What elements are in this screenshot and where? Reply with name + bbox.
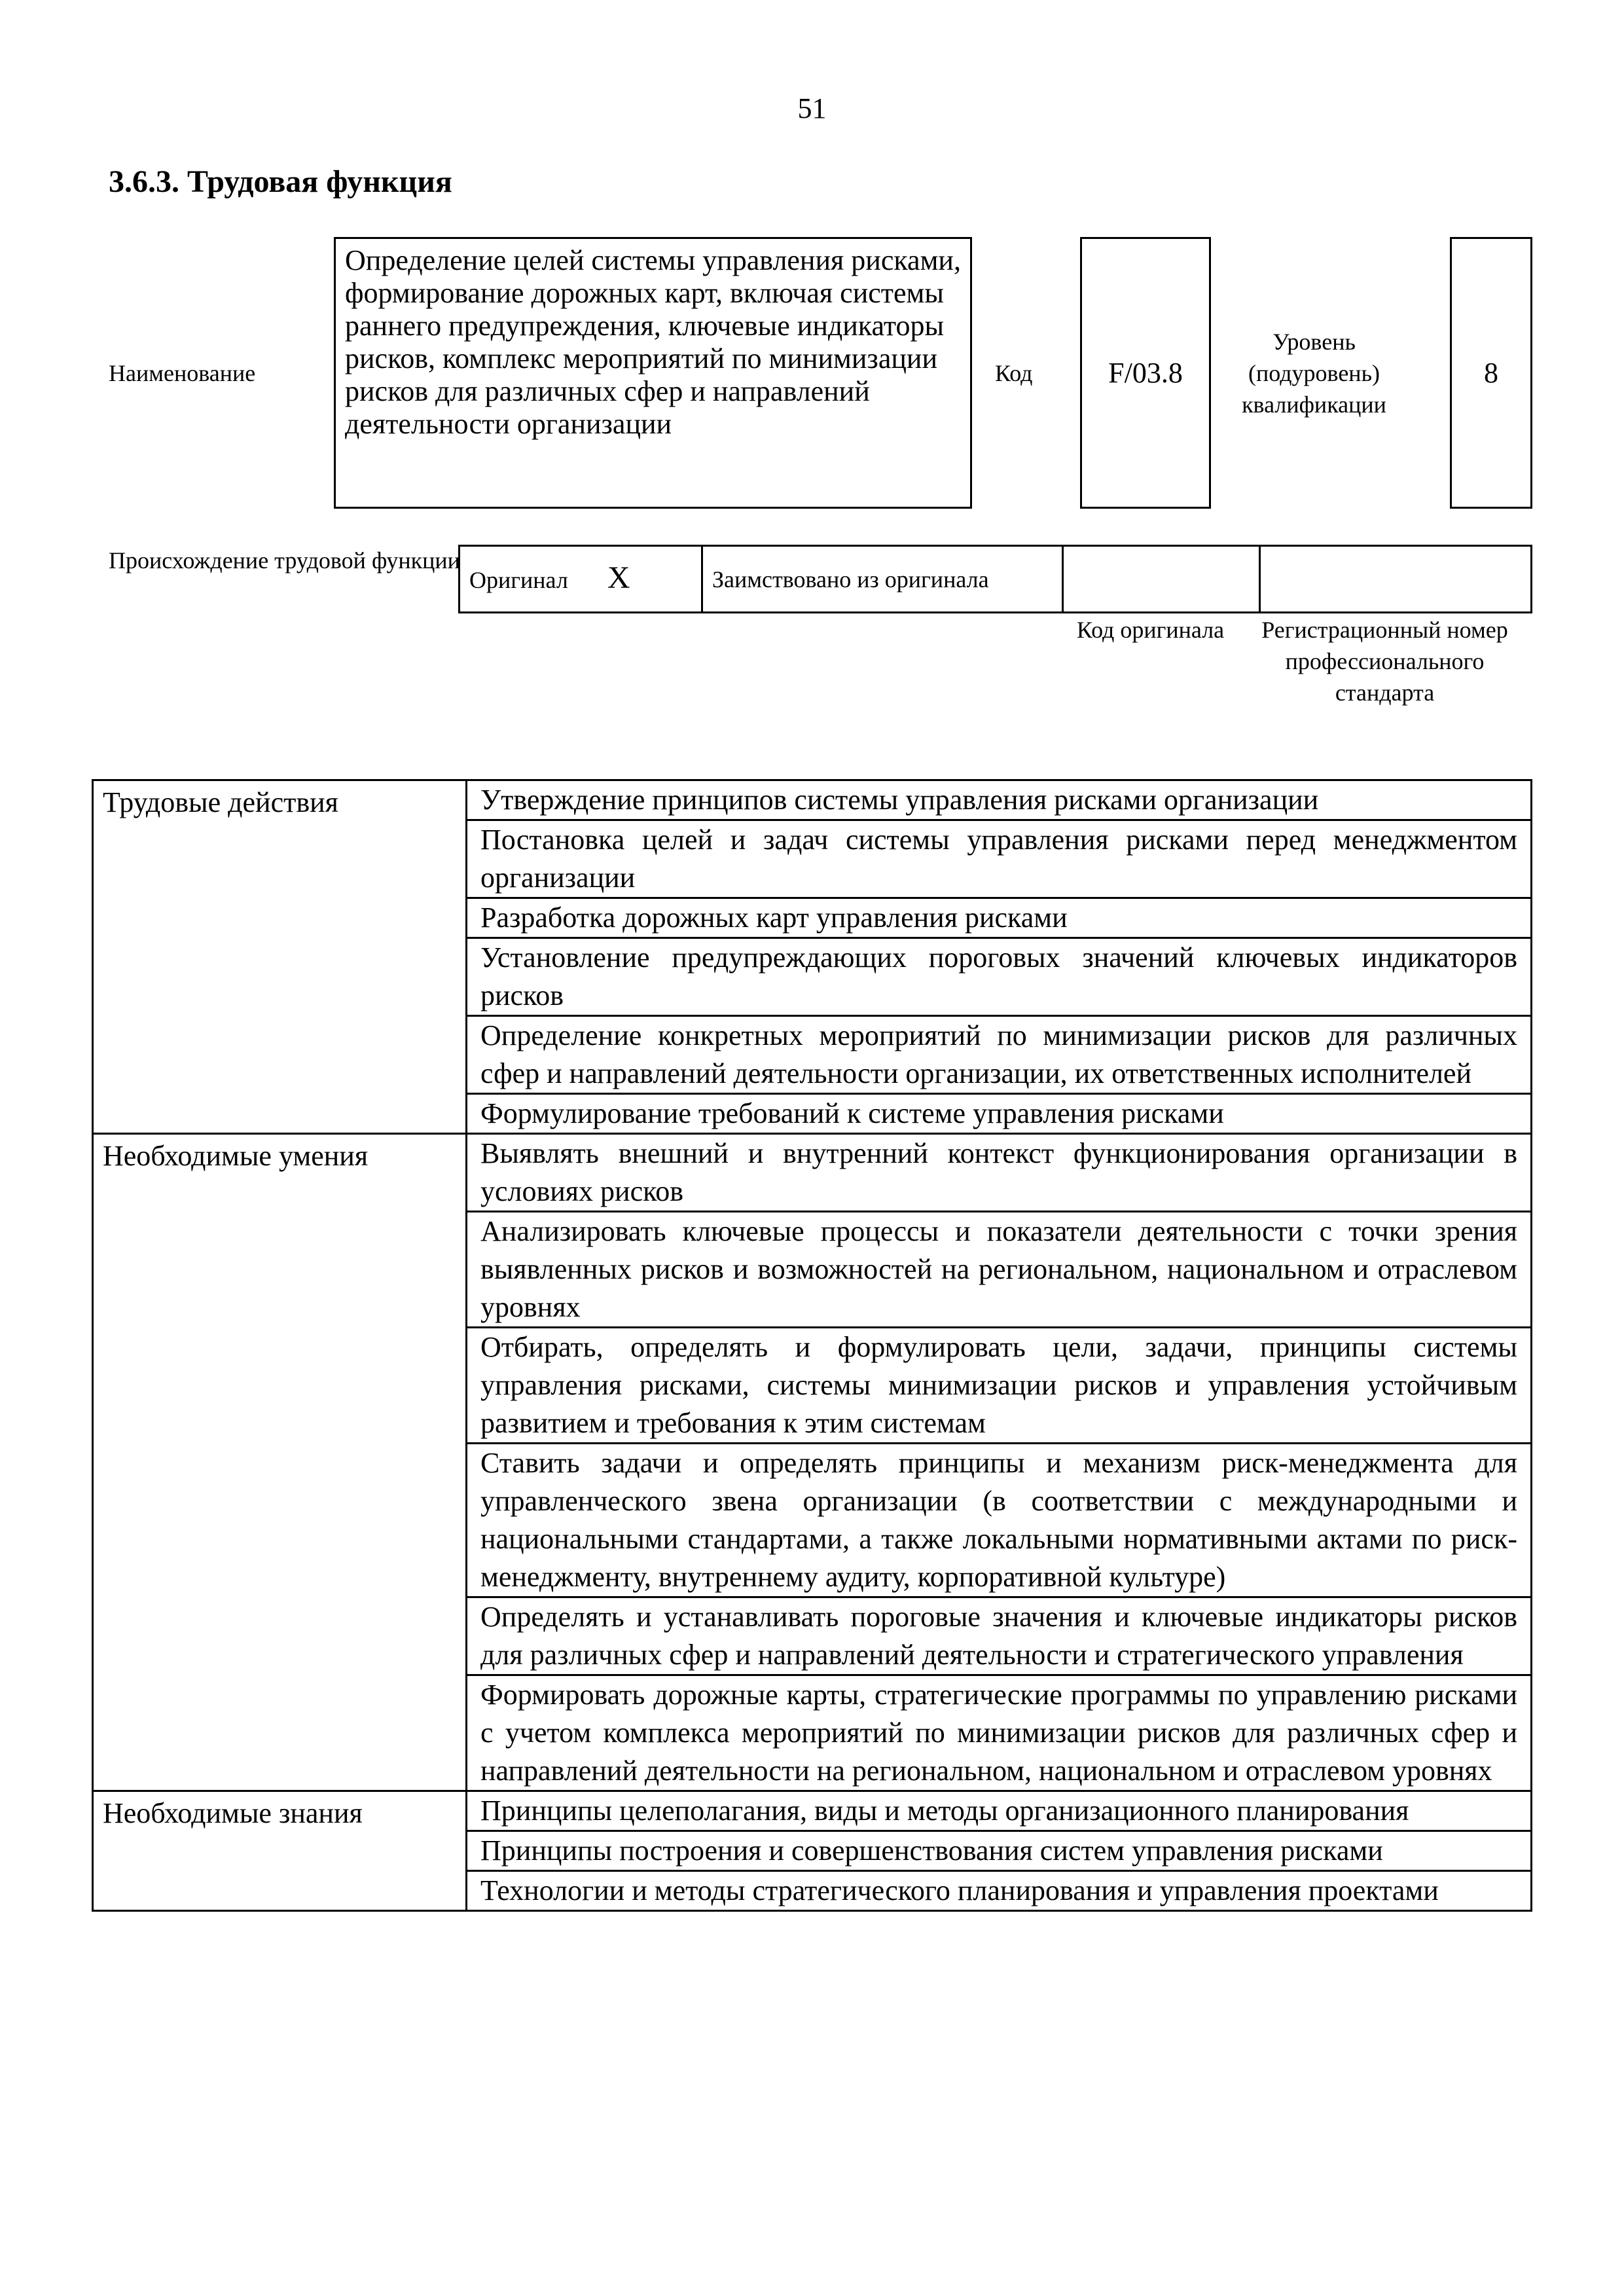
- origin-original-cell: [460, 546, 702, 613]
- origin-original-label: Оригинал: [469, 567, 568, 593]
- origin-code-cell: [1063, 546, 1260, 613]
- category-cell: Трудовые действия: [93, 780, 467, 1134]
- origin-reg-number-caption: Регистрационный номер профессионального стандарта: [1261, 617, 1508, 706]
- description-cell: Технологии и методы стратегического планирования и управления проектами: [467, 1871, 1532, 1911]
- table-row: [93, 1134, 1532, 1212]
- qualification-level-box: 8: [1450, 237, 1532, 509]
- origin-table: [458, 545, 1532, 613]
- description-cell: Отбирать, определять и формулировать цели, задачи, принципы системы управления рисками, системы минимизации рисков и управления устойчивым развитием и требования к этим системам: [467, 1328, 1532, 1444]
- category-cell: Необходимые знания: [93, 1791, 467, 1911]
- origin-original-mark: X: [607, 560, 630, 595]
- section-title: 3.6.3. Трудовая функция: [109, 164, 452, 199]
- function-details-table: [92, 779, 1532, 1912]
- function-name-box: Определение целей системы управления рисками, формирование дорожных карт, включая системы раннего предупреждения, ключевые индикаторы рисков, комплекс мероприятий по минимизации рисков для различных сфер и направлений деятельности организации: [334, 237, 972, 509]
- description-cell: Формировать дорожные карты, стратегические программы по управлению рисками с учетом комплекса мероприятий по минимизации рисков для различных сфер и направлений деятельности на региональном, национальном и отраслевом уровнях: [467, 1675, 1532, 1791]
- description-cell: Анализировать ключевые процессы и показатели деятельности с точки зрения выявленных рисков и возможностей на региональном, национальном и отраслевом уровнях: [467, 1212, 1532, 1328]
- description-cell: Принципы целеполагания, виды и методы организационного планирования: [467, 1791, 1532, 1831]
- description-cell: Принципы построения и совершенствования систем управления рисками: [467, 1831, 1532, 1871]
- description-cell: Определение конкретных мероприятий по минимизации рисков для различных сфер и направлений деятельности организации, их ответственных исполнителей: [467, 1016, 1532, 1094]
- description-cell: Выявлять внешний и внутренний контекст функционирования организации в условиях рисков: [467, 1134, 1532, 1212]
- origin-reg-number-cell: [1260, 546, 1532, 613]
- origin-borrowed-cell: Заимствовано из оригинала: [702, 546, 1063, 613]
- qualification-level-label: Уровень (подуровень) квалификации: [1242, 329, 1386, 418]
- table-row: [93, 1791, 1532, 1831]
- table-row: [93, 780, 1532, 820]
- origin-code-caption: Код оригинала: [1076, 617, 1225, 643]
- origin-label: Происхождение трудовой функции: [109, 547, 460, 574]
- description-cell: Определять и устанавливать пороговые значения и ключевые индикаторы рисков для различных сфер и направлений деятельности и стратегического управления: [467, 1597, 1532, 1675]
- description-cell: Разработка дорожных карт управления рисками: [467, 898, 1532, 938]
- function-code-box: F/03.8: [1080, 237, 1211, 509]
- description-cell: Утверждение принципов системы управления рисками организации: [467, 780, 1532, 820]
- name-label: Наименование: [109, 360, 256, 386]
- description-cell: Ставить задачи и определять принципы и механизм риск-менеджмента для управленческого звена организации (в соответствии с международными и национальными стандартами, а также локальными нормативными актами по риск-менеджменту, внутреннему аудиту, корпоративной культуре): [467, 1444, 1532, 1597]
- page-number: 51: [797, 92, 827, 124]
- description-cell: Формулирование требований к системе управления рисками: [467, 1094, 1532, 1134]
- description-cell: Установление предупреждающих пороговых значений ключевых индикаторов рисков: [467, 938, 1532, 1016]
- code-label: Код: [995, 360, 1033, 386]
- category-cell: Необходимые умения: [93, 1134, 467, 1791]
- description-cell: Постановка целей и задач системы управления рисками перед менеджментом организации: [467, 820, 1532, 898]
